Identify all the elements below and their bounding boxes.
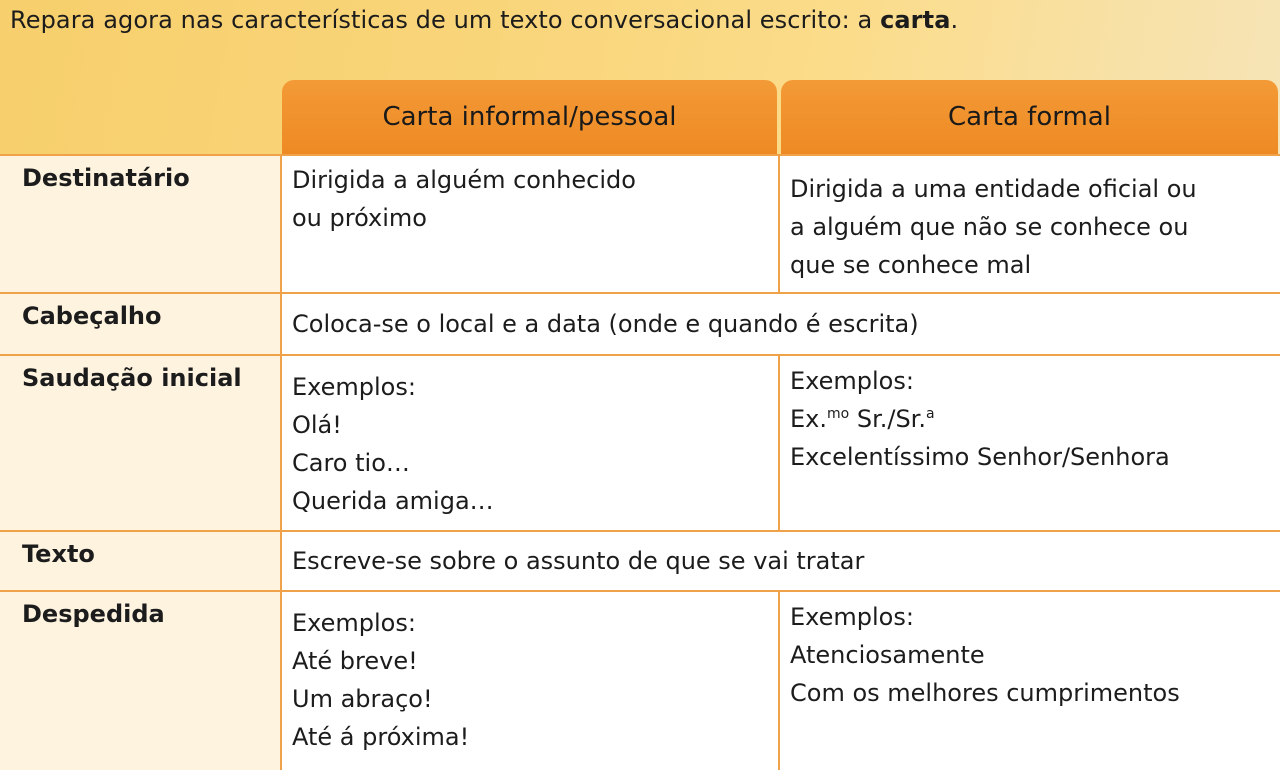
text-line: Exemplos:: [790, 603, 914, 631]
text-line: Exemplos:: [790, 367, 914, 395]
intro-bold-word: carta: [880, 6, 951, 34]
header-formal-label: Carta formal: [948, 102, 1111, 132]
table-rule: [0, 530, 1280, 532]
text-line: Dirigida a alguém conhecido: [292, 166, 636, 194]
table-divider: [778, 590, 780, 770]
cell-saudacao-formal: [780, 356, 1280, 530]
cell-texto: [282, 532, 1280, 590]
row-label-cabecalho: Cabeçalho: [0, 294, 280, 354]
cell-saudacao-informal: [282, 356, 778, 530]
text-line: Olá!: [292, 411, 342, 439]
text-line: Atenciosamente: [790, 641, 985, 669]
comparison-table: [0, 154, 1280, 770]
row-label-destinatario: Destinatário: [0, 156, 280, 292]
table-divider: [778, 354, 780, 530]
row-despedida: [0, 592, 1280, 770]
text-line: Escreve-se sobre o assunto de que se vai tratar: [292, 547, 865, 575]
row-cabecalho: [0, 294, 1280, 354]
abbrev-base: Ex.: [790, 405, 827, 433]
text-line: [790, 400, 1280, 438]
cell-despedida-informal: [282, 592, 778, 770]
abbrev-superscript: mo: [827, 406, 850, 422]
table-rule: [0, 590, 1280, 592]
text-line: que se conhece mal: [790, 251, 1032, 279]
table-divider: [280, 154, 282, 770]
header-formal: [781, 80, 1278, 154]
cell-destinatario-informal: [282, 156, 778, 292]
text-line: Exemplos:: [292, 373, 416, 401]
text-line: Dirigida a uma entidade oficial ou: [790, 175, 1197, 203]
row-label-despedida: Despedida: [0, 592, 280, 770]
row-label-saudacao: Saudação inicial: [0, 356, 280, 530]
text-line: Até á próxima!: [292, 723, 470, 751]
text-line: Até breve!: [292, 647, 418, 675]
abbrev-superscript: a: [925, 406, 935, 422]
text-line: Caro tio…: [292, 449, 410, 477]
abbrev-middle: Sr./Sr.: [849, 405, 926, 433]
row-saudacao: [0, 356, 1280, 530]
row-texto: [0, 532, 1280, 590]
text-line: a alguém que não se conhece ou: [790, 213, 1189, 241]
row-label-texto: Texto: [0, 532, 280, 590]
text-line: Com os melhores cumprimentos: [790, 679, 1180, 707]
intro-end: .: [950, 6, 959, 34]
header-informal-label: Carta informal/pessoal: [382, 102, 677, 132]
text-line: Coloca-se o local e a data (onde e quando é escrita): [292, 310, 919, 338]
intro-text: Repara agora nas características de um texto conversacional escrito: a: [10, 6, 881, 34]
text-line: Exemplos:: [292, 609, 416, 637]
table-rule: [0, 154, 1280, 156]
table-rule: [0, 292, 1280, 294]
text-line: ou próximo: [292, 204, 427, 232]
table-rule: [0, 354, 1280, 356]
text-line: Querida amiga…: [292, 487, 494, 515]
cell-cabecalho: [282, 294, 1280, 354]
table-divider: [778, 154, 780, 292]
text-line: Excelentíssimo Senhor/Senhora: [790, 443, 1170, 471]
cell-destinatario-formal: [780, 156, 1280, 292]
row-destinatario: [0, 156, 1280, 292]
intro-sentence: [10, 0, 958, 42]
text-line: Um abraço!: [292, 685, 433, 713]
cell-despedida-formal: [780, 592, 1280, 770]
header-informal: [282, 80, 777, 154]
